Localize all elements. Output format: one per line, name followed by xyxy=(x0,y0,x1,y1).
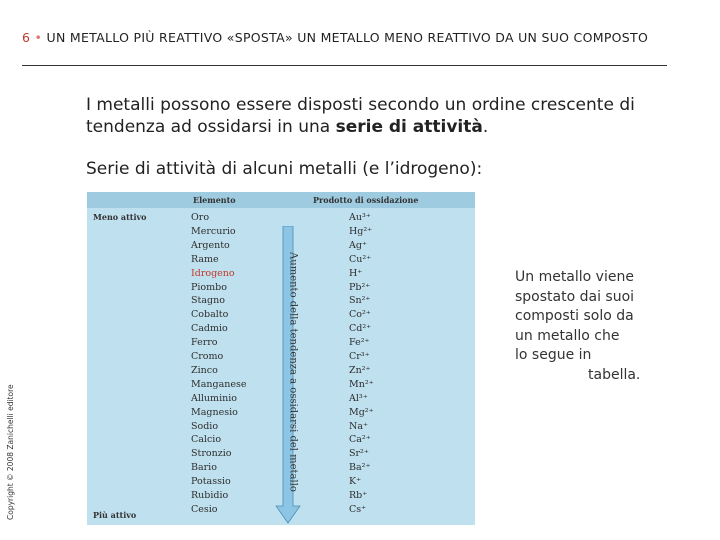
most-active-label: Più attivo xyxy=(93,510,137,520)
product-cell: Zn²⁺ xyxy=(349,364,371,376)
product-cell: Ba²⁺ xyxy=(349,462,371,474)
header-element: Elemento xyxy=(193,195,236,205)
element-cell: Cromo xyxy=(191,351,224,362)
product-cell: Cu²⁺ xyxy=(349,253,372,265)
note-line: Un metallo viene xyxy=(515,269,634,285)
note-line: lo segue in xyxy=(515,347,592,363)
element-cell: Stagno xyxy=(191,295,225,307)
series-subtitle: Serie di attività di alcuni metalli (e l’idrogeno): xyxy=(86,159,483,179)
element-cell: Idrogeno xyxy=(191,267,235,279)
element-cell: Bario xyxy=(191,462,217,474)
intro-text-after: . xyxy=(482,117,489,137)
copyright-notice: Copyright © 2008 Zanichelli editore xyxy=(6,384,15,520)
note-line: composti solo da xyxy=(515,308,634,324)
intro-bold-term: serie di attività xyxy=(335,117,483,137)
note-line: tabella. xyxy=(588,366,641,383)
table-header xyxy=(87,192,475,208)
product-cell: Mg²⁺ xyxy=(349,406,374,418)
product-cell: K⁺ xyxy=(349,476,362,488)
product-cell: Ca²⁺ xyxy=(349,434,371,446)
bullet-icon: • xyxy=(34,30,43,45)
product-cell: Hg²⁺ xyxy=(349,225,373,237)
product-cell: Pb²⁺ xyxy=(349,281,371,293)
product-cell: Sr²⁺ xyxy=(349,448,369,460)
product-cell: Al³⁺ xyxy=(349,392,368,404)
element-cell: Ferro xyxy=(191,337,218,349)
element-cell: Mercurio xyxy=(191,225,236,237)
product-cell: Cr³⁺ xyxy=(349,351,370,362)
header-divider xyxy=(22,65,667,66)
header-product: Prodotto di ossidazione xyxy=(313,195,419,205)
arrow-label: Aumento della tendenza a ossidarsi del metallo xyxy=(287,252,299,492)
section-number: 6 xyxy=(22,30,31,45)
element-cell: Potassio xyxy=(191,476,231,488)
product-cell: Fe²⁺ xyxy=(349,337,370,349)
element-cell: Rame xyxy=(191,253,219,265)
element-cell: Cadmio xyxy=(191,323,228,335)
slide-header xyxy=(22,30,667,46)
element-cell: Oro xyxy=(191,212,210,223)
section-title: UN METALLO PIÙ REATTIVO «SPOSTA» UN METALLO MENO REATTIVO DA UN SUO COMPOSTO xyxy=(46,30,649,45)
product-cell: Cd²⁺ xyxy=(349,323,372,335)
product-cell: Cs⁺ xyxy=(349,503,367,515)
element-cell: Stronzio xyxy=(191,448,232,460)
least-active-label: Meno attivo xyxy=(93,212,147,222)
element-cell: Cobalto xyxy=(191,309,229,321)
note-line: spostato dai suoi xyxy=(515,288,635,305)
product-cell: Mn²⁺ xyxy=(349,378,374,390)
element-cell: Piombo xyxy=(191,281,227,293)
intro-paragraph xyxy=(86,94,686,138)
element-cell: Magnesio xyxy=(191,406,238,418)
element-cell: Manganese xyxy=(191,378,247,390)
side-note xyxy=(515,268,655,385)
product-cell: H⁺ xyxy=(349,267,363,279)
product-cell: Rb⁺ xyxy=(349,490,368,501)
element-cell: Calcio xyxy=(191,434,222,446)
activity-series-table xyxy=(87,192,475,525)
product-cell: Co²⁺ xyxy=(349,309,371,321)
note-line: un metallo che xyxy=(515,327,620,344)
element-cell: Zinco xyxy=(191,364,218,376)
element-cell: Rubidio xyxy=(191,490,229,501)
intro-text-before: I metalli possono essere disposti secondo un ordine crescente di tendenza ad ossidarsi in una xyxy=(86,95,635,137)
element-cell: Cesio xyxy=(191,503,218,515)
product-cell: Na⁺ xyxy=(349,420,368,432)
element-cell: Argento xyxy=(191,239,230,251)
product-cell: Sn²⁺ xyxy=(349,295,371,307)
element-cell: Alluminio xyxy=(191,392,237,404)
element-cell: Sodio xyxy=(191,420,219,432)
product-cell: Au³⁺ xyxy=(349,212,371,223)
product-cell: Ag⁺ xyxy=(349,239,367,251)
